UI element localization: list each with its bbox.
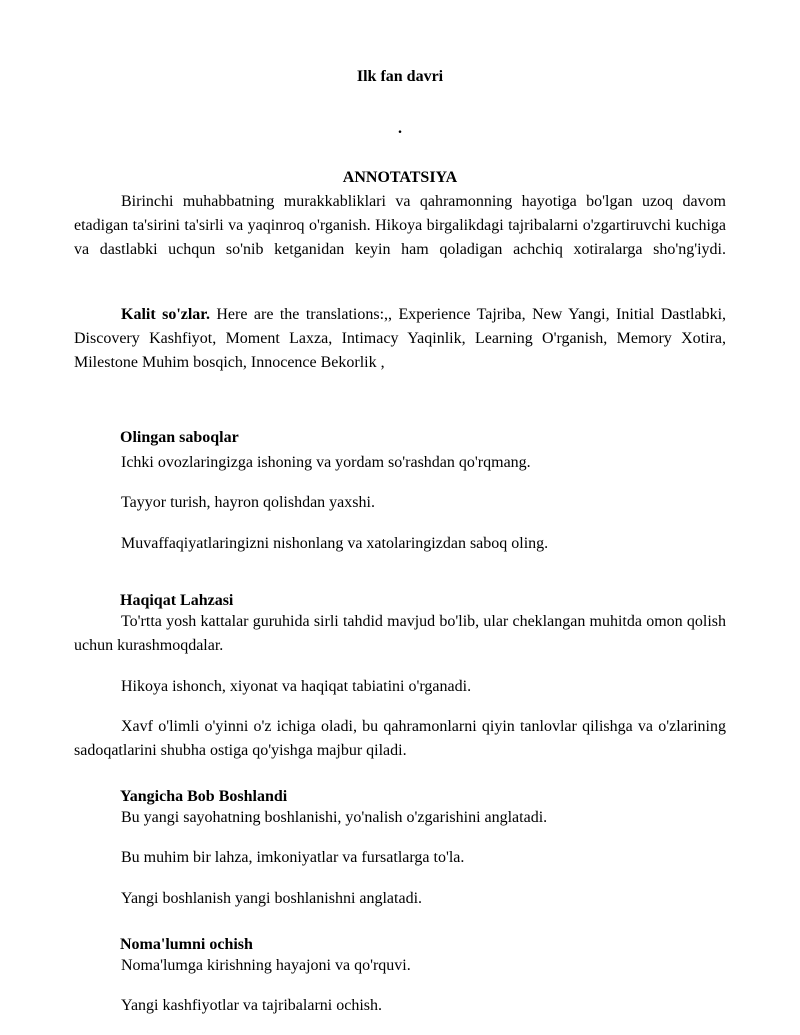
keywords-paragraph — [74, 303, 726, 375]
section-paragraph: Bu yangi sayohatning boshlanishi, yo'nalish o'zgarishini anglatadi. — [121, 809, 548, 826]
section-paragraph: Xavf o'limli o'yinni o'z ichiga oladi, bu qahramonlarni qiyin tanlovlar qilishga va o'zlarining sadoqatlarini shubha ostiga qo'yishga majbur qiladi. — [74, 718, 726, 759]
section-paragraph: Muvaffaqiyatlaringizni nishonlang va xatolaringizdan saboq oling. — [121, 535, 549, 552]
section-paragraph: Hikoya ishonch, xiyonat va haqiqat tabiatini o'rganadi. — [121, 678, 472, 695]
keywords-text: Here are the translations:,, Experience Tajriba, New Yangi, Initial Dastlabki, Discovery Kashfiyot, Moment Laxza, Intimacy Yaqinlik, Learning O'rganish, Memory Xotira, Milestone Muhim bosqich, Innocence Bekorlik , — [74, 306, 727, 371]
section-heading-unknown: Noma'lumni ochish — [120, 936, 253, 953]
section-paragraph: Ichki ovozlaringizga ishoning va yordam so'rashdan qo'rqmang. — [121, 454, 531, 471]
section-paragraph: To'rtta yosh kattalar guruhida sirli tahdid mavjud bo'lib, ular cheklangan muhitda omon qolish uchun kurashmoqdalar. — [74, 613, 726, 654]
section-paragraph: Yangi kashfiyotlar va tajribalarni ochish. — [121, 997, 382, 1014]
section-heading-new-chapter: Yangicha Bob Boshlandi — [120, 788, 288, 805]
section-heading-moment-of-truth: Haqiqat Lahzasi — [120, 592, 234, 609]
annotation-paragraph: Birinchi muhabbatning murakkabliklari va qahramonning hayotiga bo'lgan uzoq davom etadigan ta'sirini ta'sirli va yaqinroq o'rganish. Hikoya birgalikdagi tajribalarni o'zgartiruvchi kuchiga va dastlabki uchqun so'nib ketganidan keyin ham qoladigan achchiq xotiralarga sho'ng'iydi. — [74, 193, 726, 258]
document-title: Ilk fan davri — [356, 68, 444, 85]
title-dot: . — [398, 120, 402, 137]
section-paragraph: Noma'lumga kirishning hayajoni va qo'rquvi. — [121, 957, 411, 974]
section-heading-lessons: Olingan saboqlar — [120, 429, 239, 446]
section-paragraph: Tayyor turish, hayron qolishdan yaxshi. — [121, 494, 375, 511]
keywords-label: Kalit so'zlar. — [121, 306, 210, 323]
section-paragraph: Bu muhim bir lahza, imkoniyatlar va fursatlarga to'la. — [121, 849, 465, 866]
section-paragraph: Yangi boshlanish yangi boshlanishni anglatadi. — [121, 890, 423, 907]
annotation-heading: ANNOTATSIYA — [342, 169, 458, 186]
